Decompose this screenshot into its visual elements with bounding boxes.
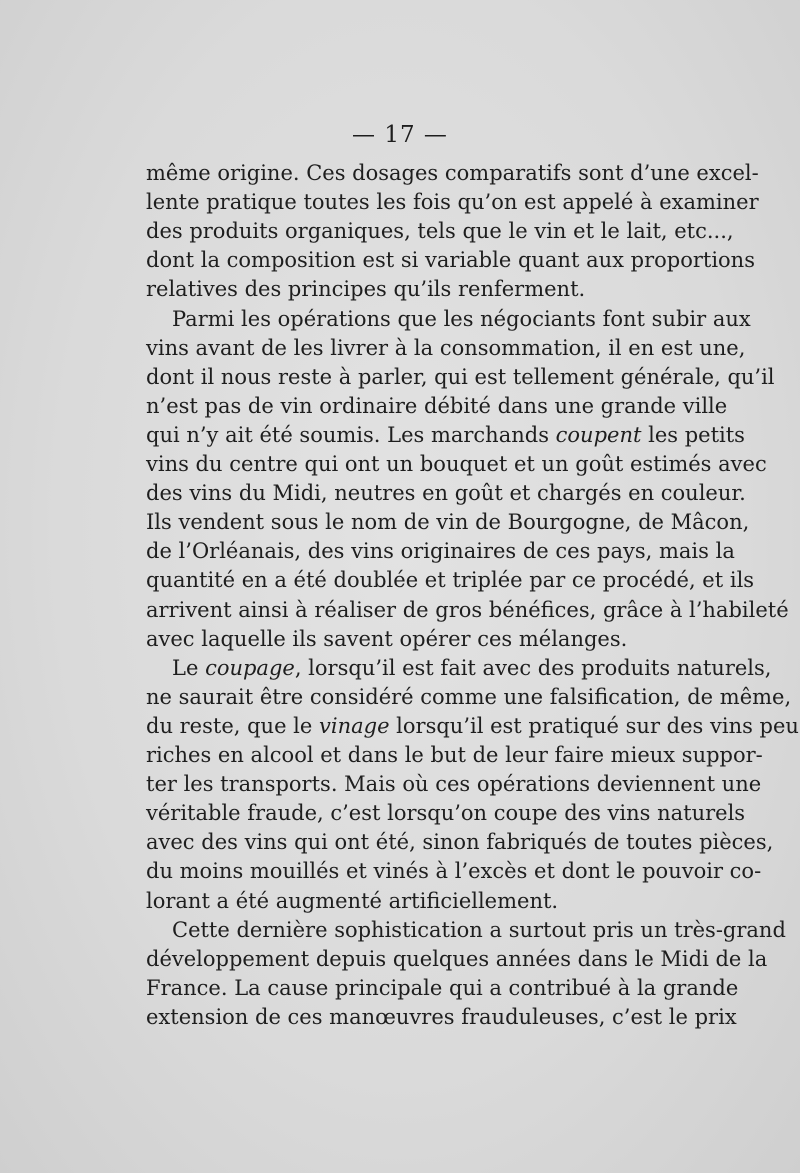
text-line	[146, 507, 750, 537]
text-segment: extension de ces manœuvres frauduleuses, c’est le prix	[146, 1004, 737, 1029]
text-line	[146, 973, 739, 1003]
text-line	[146, 827, 774, 857]
text-segment: dont il nous reste à parler, qui est tellement générale, qu’il	[146, 364, 775, 389]
text-segment: même origine. Ces dosages comparatifs sont d’une excel-	[146, 161, 759, 185]
text-line	[146, 449, 767, 479]
text-segment: ter les transports. Mais où ces opérations deviennent une	[146, 772, 762, 797]
text-segment: arrivent ainsi à réaliser de gros bénéfices, grâce à l’habileté	[146, 597, 789, 622]
text-line	[146, 333, 746, 363]
text-segment: véritable fraude, c’est lorsqu’on coupe des vins naturels	[146, 801, 746, 826]
text-line	[146, 653, 772, 683]
text-segment: Ils vendent sous le nom de vin de Bourgogne, de Mâcon,	[146, 510, 750, 535]
text-segment: France. La cause principale qui a contribué à la grande	[146, 975, 739, 1000]
text-line	[146, 1002, 737, 1032]
text-line	[146, 915, 786, 945]
text-line	[146, 362, 775, 392]
italic-word: coupage	[205, 655, 295, 680]
text-segment: Le	[172, 655, 206, 680]
text-segment: quantité en a été doublée et triplée par ce procédé, et ils	[146, 568, 755, 593]
text-segment: du reste, que le	[146, 713, 319, 738]
text-line	[146, 856, 762, 886]
text-segment: du moins mouillés et vinés à l’excès et dont le pouvoir co-	[146, 859, 762, 884]
text-line	[146, 682, 792, 712]
text-segment: avec laquelle ils savent opérer ces mélanges.	[146, 626, 628, 651]
text-segment: les petits	[641, 422, 745, 447]
text-line	[146, 536, 735, 566]
text-line	[146, 624, 671, 654]
text-line	[146, 711, 799, 741]
text-segment: dont la composition est si variable quant aux proportions	[146, 248, 755, 273]
text-line	[146, 769, 762, 799]
text-segment: lorsqu’il est pratiqué sur des vins peu	[389, 713, 799, 738]
text-segment: vins du centre qui ont un bouquet et un goût estimés avec	[146, 452, 767, 476]
text-segment: développement depuis quelques années dans le Midi de la	[146, 946, 768, 971]
text-segment: de l’Orléanais, des vins originaires de ces pays, mais la	[146, 539, 735, 564]
text-segment: relatives des principes qu’ils renferment.	[146, 277, 586, 302]
page-number-header: — 17 —	[352, 122, 448, 148]
text-segment: lente pratique toutes les fois qu’on est appelé à examiner	[146, 190, 759, 215]
italic-word: coupent	[555, 422, 642, 447]
text-line	[146, 595, 789, 625]
text-segment: lorant a été augmenté artificiellement.	[146, 888, 559, 913]
text-segment: , lorsqu’il est fait avec des produits naturels,	[294, 655, 772, 680]
text-segment: Cette dernière sophistication a surtout pris un très-grand	[172, 917, 786, 942]
text-segment: n’est pas de vin ordinaire débité dans une grande ville	[146, 393, 728, 418]
text-line	[146, 274, 671, 304]
text-segment: qui n’y ait été soumis. Les marchands	[146, 422, 556, 447]
text-segment: Parmi les opérations que les négociants font subir aux	[172, 306, 751, 331]
text-line	[146, 886, 671, 916]
text-line	[146, 944, 768, 974]
text-line	[146, 740, 763, 770]
text-line	[146, 158, 759, 188]
text-line	[146, 304, 751, 334]
text-line	[146, 420, 745, 450]
text-segment: des vins du Midi, neutres en goût et chargés en couleur.	[146, 481, 746, 506]
text-segment: ne saurait être considéré comme une falsification, de même,	[146, 684, 792, 709]
italic-word: vinage	[319, 713, 390, 738]
text-line	[146, 478, 746, 508]
text-segment: vins avant de les livrer à la consommation, il en est une,	[146, 335, 746, 360]
text-segment: riches en alcool et dans le but de leur faire mieux suppor-	[146, 743, 763, 767]
text-segment: avec des vins qui ont été, sinon fabriqués de toutes pièces,	[146, 830, 774, 855]
text-line	[146, 187, 759, 217]
text-line	[146, 216, 734, 246]
text-line	[146, 245, 755, 275]
text-segment: des produits organiques, tels que le vin et le lait, etc...,	[146, 219, 734, 244]
text-line	[146, 798, 746, 828]
text-line	[146, 391, 728, 421]
text-line	[146, 565, 755, 595]
